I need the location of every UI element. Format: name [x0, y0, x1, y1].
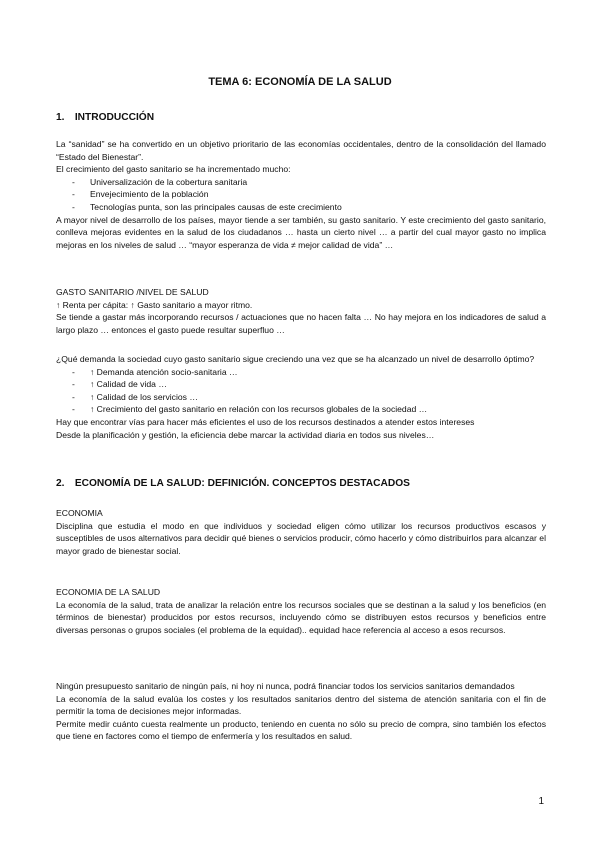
- list-item: - Universalización de la cobertura sanitaria: [56, 176, 546, 189]
- section-2-economia-salud: [56, 586, 546, 636]
- section-1-intro: [56, 138, 546, 251]
- paragraph: La economía de la salud evalúa los costes y los resultados sanitarios dentro del sistema de atención sanitaria con el fin de permitir la toma de decisiones mejor informadas.: [56, 693, 546, 717]
- list-item: - ↑ Calidad de los servicios …: [56, 391, 546, 404]
- list-item: - ↑ Crecimiento del gasto sanitario en relación con los recursos globales de la sociedad …: [56, 403, 546, 416]
- subheading: GASTO SANITARIO /NIVEL DE SALUD: [56, 287, 209, 297]
- paragraph: El crecimiento del gasto sanitario se ha incrementado mucho:: [56, 164, 291, 175]
- paragraph: Desde la planificación y gestión, la eficiencia debe marcar la actividad diaria en todos sus niveles…: [56, 429, 435, 440]
- growth-causes-list: [56, 176, 546, 214]
- document-title: TEMA 6: ECONOMÍA DE LA SALUD: [208, 76, 392, 88]
- section-1-heading: [56, 112, 154, 125]
- section-1-question: [56, 353, 546, 441]
- question-paragraph: ¿Qué demanda la sociedad cuyo gasto sanitario sigue creciendo una vez que se ha alcanzado un nivel de desarrollo óptimo?: [56, 354, 535, 364]
- list-item: - ↑ Demanda atención socio-sanitaria …: [56, 366, 546, 379]
- paragraph: Permite medir cuánto cuesta realmente un producto, teniendo en cuenta no sólo su precio de compra, sino también los efectos que tiene en factores como el tiempo de enfermería y los resultados en salud.: [56, 718, 546, 742]
- subheading: ECONOMIA: [56, 508, 103, 518]
- paragraph: Se tiende a gastar más incorporando recursos / actuaciones que no hacen falta … No hay mejora en los indicadores de salud a largo plazo … entonces el gasto puede resultar superfluo …: [56, 312, 546, 335]
- paragraph: ↑ Renta per cápita: ↑ Gasto sanitario a mayor ritmo.: [56, 299, 253, 310]
- section-1-number: 1.: [56, 112, 65, 123]
- section-1-title: INTRODUCCIÓN: [74, 112, 155, 123]
- paragraph: Ningún presupuesto sanitario de ningún país, ni hoy ni nunca, podrá financiar todos los servicios sanitarios demandados: [56, 681, 515, 691]
- definition-paragraph: La economía de la salud, trata de analizar la relación entre los recursos sociales que se destinan a la salud y los beneficios (en términos de bienestar) producidos por estos recursos, incluyendo cómo se distribuyen estos recursos y beneficios entre diversas personas o grupos sociales (el problema de la equidad).. equidad hace referencia al acceso a esos recursos.: [56, 599, 546, 635]
- page-number: 1: [538, 796, 544, 807]
- paragraph: Hay que encontrar vías para hacer más eficientes el uso de los recursos destinados a atender estos intereses: [56, 416, 475, 427]
- paragraph: La “sanidad” se ha convertido en un objetivo prioritario de las economías occidentales, dentro de la consolidación del llamado “Estado del Bienestar”.: [56, 139, 546, 162]
- section-2-economia: [56, 507, 546, 557]
- section-2-notes: [56, 680, 546, 743]
- section-1-gasto: [56, 286, 546, 336]
- section-2-title: ECONOMÍA DE LA SALUD: DEFINICIÓN. CONCEPTOS DESTACADOS: [74, 478, 410, 489]
- list-item: - ↑ Calidad de vida …: [56, 378, 546, 391]
- subheading: ECONOMIA DE LA SALUD: [56, 587, 161, 597]
- section-2-number: 2.: [56, 478, 65, 489]
- section-2-heading: [56, 478, 410, 491]
- list-item: - Envejecimiento de la población: [56, 188, 546, 201]
- demand-list: [56, 366, 546, 416]
- paragraph: A mayor nivel de desarrollo de los países, mayor tiende a ser también, su gasto sanitario. Y este crecimiento del gasto sanitario, conlleva mejoras evidentes en la salud de los ciudadanos … hasta un cierto nivel … a partir del cual mayor gasto no implica mejoras en los niveles de salud … “mayor esperanza de vida ≠ mejor calidad de vida” …: [56, 214, 546, 250]
- definition-paragraph: Disciplina que estudia el modo en que individuos y sociedad eligen cómo utilizar los recursos productivos escasos y susceptibles de usos alternativos para decidir qué bienes o servicios producir, cómo hacerlo y cómo distribuirlos para alcanzar el mayor grado de bienestar social.: [56, 520, 546, 556]
- list-item: - Tecnologías punta, son las principales causas de este crecimiento: [56, 201, 546, 214]
